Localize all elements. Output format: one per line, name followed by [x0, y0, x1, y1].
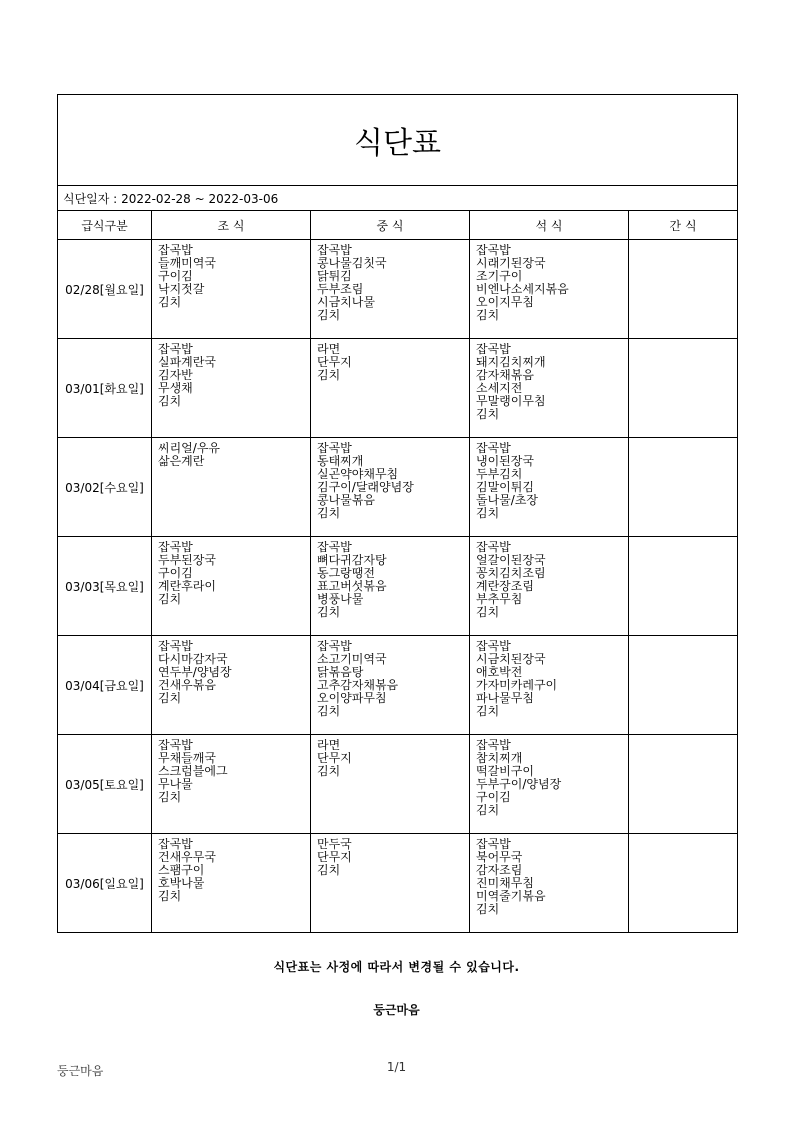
lunch-cell	[311, 438, 470, 537]
menu-item: 만두국	[317, 838, 352, 851]
menu-item: 무말랭이무침	[476, 395, 546, 408]
menu-item: 연두부/양념장	[158, 666, 232, 679]
snack-cell	[629, 834, 738, 933]
menu-item: 김치	[476, 606, 500, 619]
dinner-cell	[470, 834, 629, 933]
breakfast-cell	[152, 636, 311, 735]
menu-item: 씨리얼/우유	[158, 442, 221, 455]
menu-item: 김치	[476, 408, 500, 421]
menu-item: 조기구이	[476, 270, 523, 283]
menu-item: 동그랑땡전	[317, 567, 375, 580]
period-label: 식단일자 :	[63, 191, 118, 206]
menu-item: 고추감자채볶음	[317, 679, 399, 692]
menu-item: 애호박전	[476, 666, 523, 679]
menu-item: 다시마감자국	[158, 653, 228, 666]
dinner-cell	[470, 339, 629, 438]
footer-org: 둥근마음	[57, 1064, 104, 1078]
page-title: 식단표	[58, 95, 738, 186]
day-row	[58, 735, 738, 834]
menu-item: 김치	[317, 864, 341, 877]
lunch-cell	[311, 240, 470, 339]
menu-item: 잡곡밥	[476, 244, 511, 257]
menu-item: 잡곡밥	[476, 442, 511, 455]
menu-item: 잡곡밥	[476, 838, 511, 851]
menu-item: 들깨미역국	[158, 257, 216, 270]
menu-item: 김치	[317, 606, 341, 619]
menu-item: 스팸구이	[158, 864, 205, 877]
menu-item: 라면	[317, 343, 341, 356]
header-breakfast: 조 식	[152, 211, 311, 240]
menu-item: 잡곡밥	[158, 640, 193, 653]
menu-item: 오이지무침	[476, 296, 534, 309]
menu-item: 잡곡밥	[476, 739, 511, 752]
menu-item: 미역줄기볶음	[476, 890, 546, 903]
menu-item: 잡곡밥	[476, 343, 511, 356]
snack-cell	[629, 240, 738, 339]
menu-item: 단무지	[317, 752, 352, 765]
day-label: 03/06[일요일]	[58, 834, 152, 933]
day-row	[58, 537, 738, 636]
menu-item: 돌나물/초장	[476, 494, 539, 507]
period-row	[58, 186, 738, 211]
menu-item: 돼지김치찌개	[476, 356, 546, 369]
header-snack: 간 식	[629, 211, 738, 240]
menu-item: 소고기미역국	[317, 653, 387, 666]
lunch-cell	[311, 636, 470, 735]
snack-cell	[629, 735, 738, 834]
menu-item: 잡곡밥	[158, 244, 193, 257]
day-row	[58, 636, 738, 735]
menu-item: 잡곡밥	[158, 541, 193, 554]
menu-item: 김치	[476, 804, 500, 817]
menu-item: 김치	[317, 309, 341, 322]
menu-item: 김치	[158, 692, 182, 705]
menu-item: 김치	[158, 296, 182, 309]
menu-item: 잡곡밥	[317, 244, 352, 257]
menu-item: 비엔나소세지볶음	[476, 283, 569, 296]
menu-item: 김자반	[158, 369, 193, 382]
menu-item: 시금치된장국	[476, 653, 546, 666]
breakfast-cell	[152, 735, 311, 834]
menu-item: 두부된장국	[158, 554, 216, 567]
breakfast-cell	[152, 339, 311, 438]
menu-item: 구이김	[158, 567, 193, 580]
menu-item: 감자채볶음	[476, 369, 534, 382]
menu-item: 낙지젓갈	[158, 283, 205, 296]
menu-item: 오이양파무침	[317, 692, 387, 705]
menu-item: 김치	[317, 507, 341, 520]
menu-item: 잡곡밥	[158, 343, 193, 356]
menu-item: 참치찌개	[476, 752, 523, 765]
dinner-cell	[470, 735, 629, 834]
menu-item: 실파계란국	[158, 356, 216, 369]
menu-item: 삶은계란	[158, 455, 205, 468]
lunch-cell	[311, 735, 470, 834]
menu-item: 구이김	[158, 270, 193, 283]
day-label: 03/01[화요일]	[58, 339, 152, 438]
menu-item: 두부조림	[317, 283, 364, 296]
day-row	[58, 240, 738, 339]
header-lunch: 중 식	[311, 211, 470, 240]
lunch-cell	[311, 834, 470, 933]
menu-item: 얼갈이된장국	[476, 554, 546, 567]
menu-item: 김치	[317, 705, 341, 718]
menu-item: 잡곡밥	[158, 838, 193, 851]
menu-item: 김치	[158, 890, 182, 903]
menu-item: 잡곡밥	[476, 541, 511, 554]
menu-item: 두부김치	[476, 468, 523, 481]
menu-item: 무생채	[158, 382, 193, 395]
page-number: 1/1	[386, 1060, 407, 1074]
menu-item: 김말이튀김	[476, 481, 534, 494]
day-label: 03/03[목요일]	[58, 537, 152, 636]
breakfast-cell	[152, 834, 311, 933]
menu-item: 두부구이/양념장	[476, 778, 562, 791]
breakfast-cell	[152, 537, 311, 636]
menu-item: 감자조림	[476, 864, 523, 877]
menu-item: 김치	[476, 903, 500, 916]
header-row	[58, 211, 738, 240]
menu-item: 김치	[476, 507, 500, 520]
menu-item: 김치	[158, 593, 182, 606]
day-label: 03/04[금요일]	[58, 636, 152, 735]
header-category: 급식구분	[58, 211, 152, 240]
menu-item: 김치	[317, 369, 341, 382]
period-value: 2022-02-28 ~ 2022-03-06	[121, 191, 279, 206]
menu-item: 표고버섯볶음	[317, 580, 387, 593]
menu-item: 계란후라이	[158, 580, 216, 593]
snack-cell	[629, 438, 738, 537]
menu-item: 무나물	[158, 778, 193, 791]
menu-item: 시금치나물	[317, 296, 375, 309]
dinner-cell	[470, 636, 629, 735]
organization-name: 둥근마음	[373, 1003, 420, 1017]
menu-item: 계란장조림	[476, 580, 534, 593]
menu-item: 콩나물볶음	[317, 494, 375, 507]
menu-item: 단무지	[317, 356, 352, 369]
menu-item: 진미채무침	[476, 877, 534, 890]
menu-item: 김구이/달래양념장	[317, 481, 414, 494]
menu-table	[57, 94, 738, 933]
menu-item: 김치	[476, 705, 500, 718]
menu-item: 콩나물김칫국	[317, 257, 387, 270]
menu-item: 건새우무국	[158, 851, 216, 864]
lunch-cell	[311, 339, 470, 438]
menu-item: 잡곡밥	[317, 442, 352, 455]
menu-item: 호박나물	[158, 877, 205, 890]
menu-item: 스크럼블에그	[158, 765, 228, 778]
dinner-cell	[470, 537, 629, 636]
dinner-cell	[470, 240, 629, 339]
menu-item: 김치	[158, 791, 182, 804]
menu-item: 소세지전	[476, 382, 523, 395]
day-row	[58, 834, 738, 933]
lunch-cell	[311, 537, 470, 636]
menu-item: 꽁치김치조림	[476, 567, 546, 580]
menu-item: 김치	[317, 765, 341, 778]
day-label: 03/05[토요일]	[58, 735, 152, 834]
menu-item: 단무지	[317, 851, 352, 864]
menu-item: 뼈다귀감자탕	[317, 554, 387, 567]
menu-item: 닭볶음탕	[317, 666, 364, 679]
menu-item: 김치	[158, 395, 182, 408]
day-row	[58, 339, 738, 438]
menu-item: 김치	[476, 309, 500, 322]
menu-item: 잡곡밥	[158, 739, 193, 752]
menu-item: 구이김	[476, 791, 511, 804]
menu-item: 떡갈비구이	[476, 765, 534, 778]
menu-item: 잡곡밥	[317, 541, 352, 554]
breakfast-cell	[152, 240, 311, 339]
menu-item: 병풍나물	[317, 593, 364, 606]
menu-item: 실곤약야채무침	[317, 468, 399, 481]
day-row	[58, 438, 738, 537]
menu-item: 북어무국	[476, 851, 523, 864]
menu-item: 닭튀김	[317, 270, 352, 283]
menu-item: 잡곡밥	[317, 640, 352, 653]
header-dinner: 석 식	[470, 211, 629, 240]
menu-item: 건새우볶음	[158, 679, 216, 692]
menu-item: 가자미카레구이	[476, 679, 558, 692]
day-label: 03/02[수요일]	[58, 438, 152, 537]
day-label: 02/28[월요일]	[58, 240, 152, 339]
change-notice: 식단표는 사정에 따라서 변경될 수 있습니다.	[273, 960, 520, 974]
snack-cell	[629, 339, 738, 438]
menu-sheet	[57, 94, 737, 933]
menu-item: 부추무침	[476, 593, 523, 606]
menu-item: 파나물무침	[476, 692, 534, 705]
menu-item: 시래기된장국	[476, 257, 546, 270]
menu-item: 라면	[317, 739, 341, 752]
snack-cell	[629, 537, 738, 636]
menu-rows	[58, 240, 738, 933]
menu-item: 잡곡밥	[476, 640, 511, 653]
snack-cell	[629, 636, 738, 735]
dinner-cell	[470, 438, 629, 537]
menu-item: 무채들깨국	[158, 752, 216, 765]
breakfast-cell	[152, 438, 311, 537]
menu-item: 냉이된장국	[476, 455, 534, 468]
menu-item: 동태찌개	[317, 455, 364, 468]
